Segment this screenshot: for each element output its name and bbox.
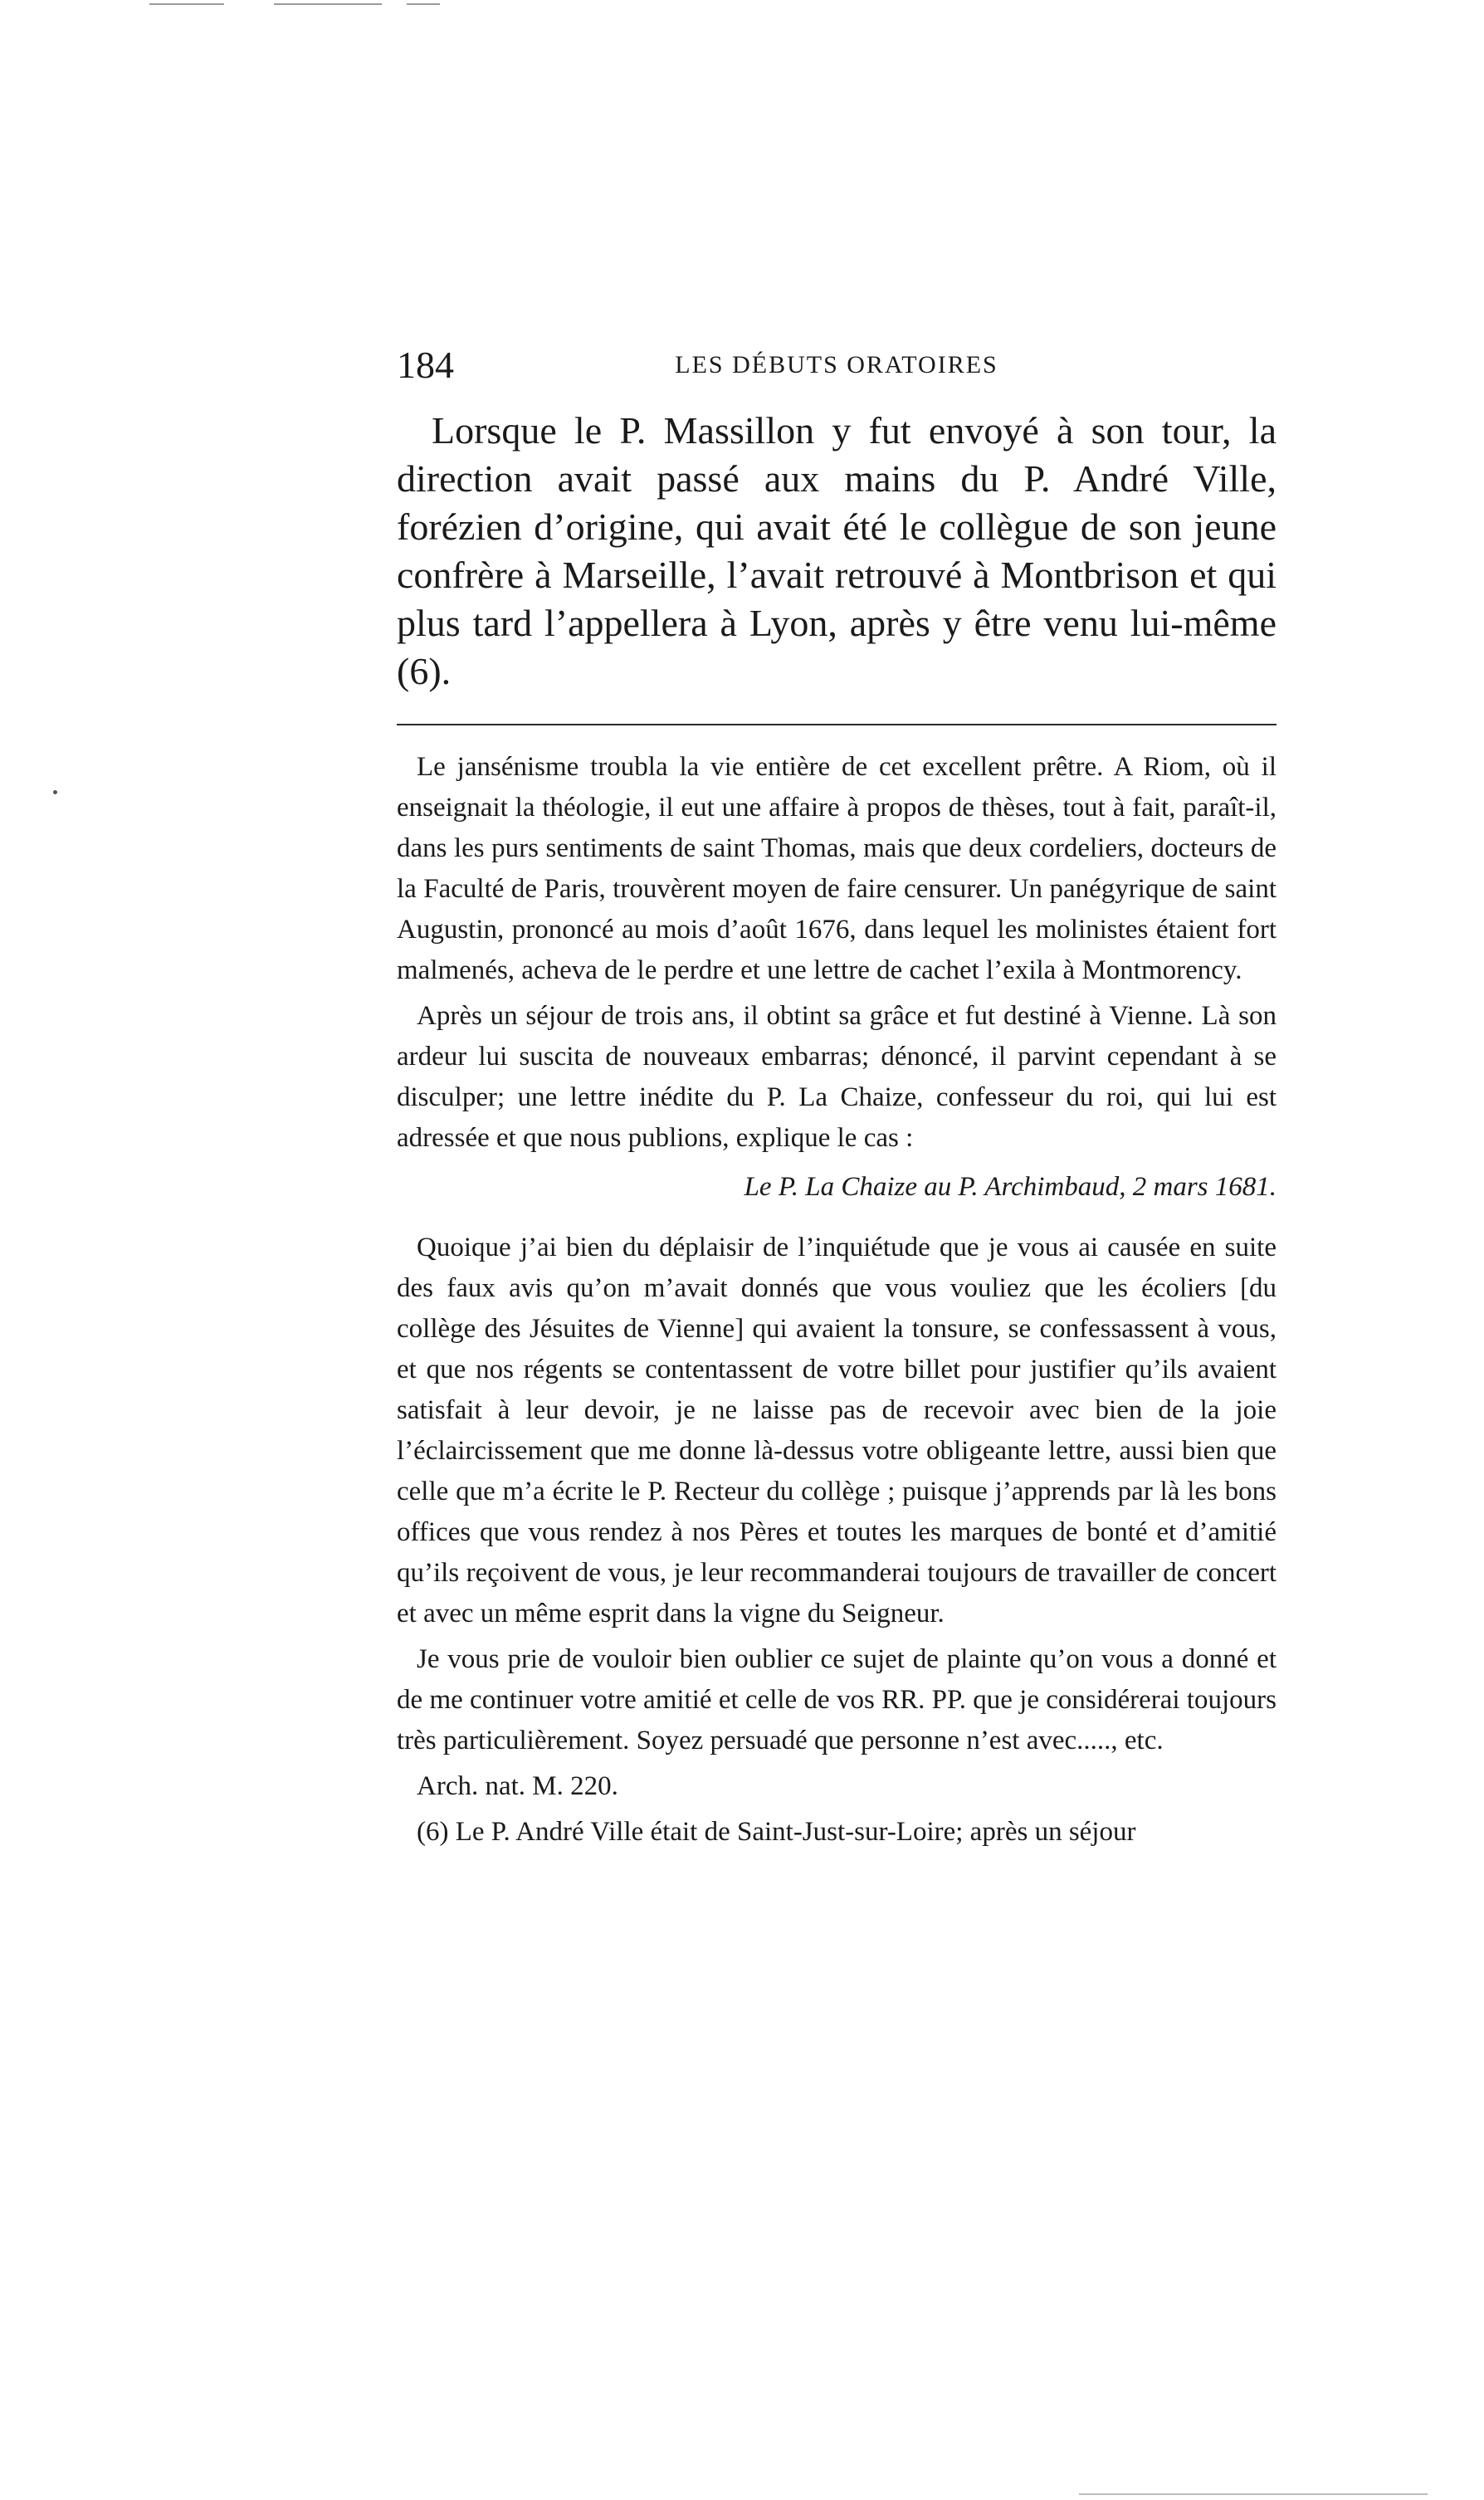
archival-source: Arch. nat. M. 220. — [417, 1771, 618, 1801]
letter-paragraph-2: Je vous prie de vouloir bien oublier ce sujet de plainte qu’on vous a donné et de me continuer votre amitié et celle de vos RR. PP. que je considérerai toujours très particulièrement. Soyez persuadé que personne n’est avec....., etc. — [397, 1644, 1277, 1755]
page-number: 184 — [397, 344, 454, 386]
footnote-paragraph-1: Le jansénisme troubla la vie entière de cet excellent prêtre. A Riom, où il enseignait la théologie, il eut une affaire à propos de thèses, tout à fait, paraît-il, dans les purs sentiments de saint Thomas, mais que deux cordeliers, docteurs de la Faculté de Paris, trouvèrent moyen de faire censurer. Un panégyrique de saint Augustin, prononcé au mois d’août 1676, dans lequel les molinistes étaient fort malmenés, acheva de le perdre et une lettre de cachet l’exila à Montmorency. — [397, 752, 1277, 985]
footnote-rule — [397, 724, 1277, 725]
scan-mark-bottom-right — [1079, 2493, 1428, 2495]
letter-paragraph-1: Quoique j’ai bien du déplaisir de l’inquiétude que je vous ai causée en suite des faux avis qu’on m’avait donnés que vous vouliez que les écoliers [du collège des Jésuites de Vienne] qui avaient la tonsure, se confessassent à vous, et que nos régents se contentassent de votre billet pour justifier qu’ils avaient satisfait à leur devoir, je ne laisse pas de recevoir avec bien de la joie l’éclaircissement que me donne là-dessus votre obligeante lettre, aussi bien que celle que m’a écrite le P. Recteur du collège ; puisque j’apprends par là les bons offices que vous rendez à nos Pères et toutes les marques de bonté et d’amitié qu’ils reçoivent de vous, je leur recommanderai toujours de travailler de concert et avec un même esprit dans la vigne du Seigneur. — [397, 1233, 1277, 1628]
footnote-paragraph-2: Après un séjour de trois ans, il obtint sa grâce et fut destiné à Vienne. Là son ardeur lui suscita de nouveaux embarras; dénoncé, il parvint cependant à se disculper; une lettre inédite du P. La Chaize, confesseur du roi, qui lui est adressée et que nous publions, explique le cas : — [397, 1001, 1277, 1153]
margin-speck — [53, 790, 57, 794]
footnotes — [397, 747, 1277, 1853]
footnote-6: (6) Le P. André Ville était de Saint-Just-sur-Loire; après un séjour — [417, 1817, 1136, 1847]
running-title: LES DÉBUTS ORATOIRES — [675, 351, 998, 378]
book-page — [397, 332, 1277, 1853]
main-paragraph: Lorsque le P. Massillon y fut envoyé à son tour, la direction avait passé aux mains du P. André Ville, forézien d’origine, qui avait été le collègue de son jeune confrère à Marseille, l’avait retrouvé à Montbrison et qui plus tard l’appellera à Lyon, après y être venu lui-même (6). — [397, 409, 1277, 692]
scan-mark-top-right — [407, 3, 440, 5]
running-head — [397, 332, 1277, 398]
scan-mark-top-center — [274, 3, 382, 5]
letter-heading: Le P. La Chaize au P. Archimbaud, 2 mars 1681. — [744, 1172, 1277, 1202]
scan-mark-top-left — [149, 3, 224, 5]
